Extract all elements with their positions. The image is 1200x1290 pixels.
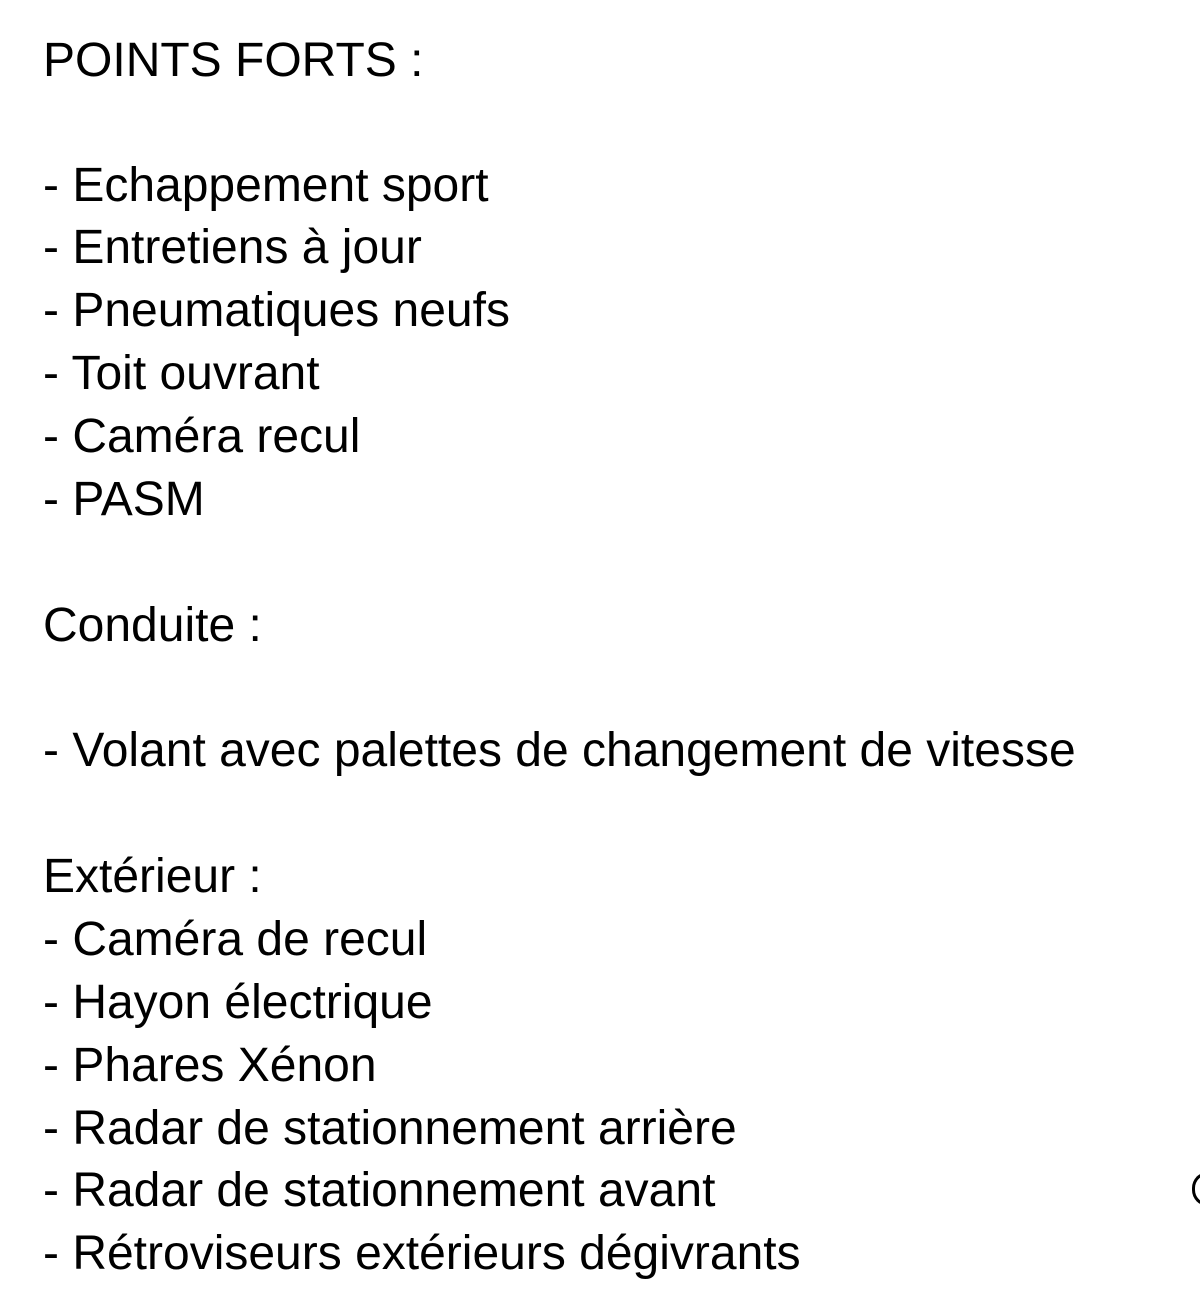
- list-item: - Entretiens à jour: [43, 221, 422, 274]
- clipped-edge-glyph: [1192, 1172, 1200, 1206]
- list-item: - Caméra recul: [43, 410, 361, 463]
- list-item: - Echappement sport: [43, 159, 489, 212]
- list-item: - Rétroviseurs extérieurs dégivrants: [43, 1227, 801, 1280]
- list-item: - Radar de stationnement arrière: [43, 1102, 737, 1155]
- list-item: - PASM: [43, 473, 205, 526]
- section-heading-conduite: Conduite :: [43, 599, 262, 652]
- list-item: - Radar de stationnement avant: [43, 1164, 716, 1217]
- list-item: - Volant avec palettes de changement de vitesse: [43, 724, 1076, 777]
- list-item: - Phares Xénon: [43, 1039, 377, 1092]
- list-item: - Hayon électrique: [43, 976, 433, 1029]
- list-item: - Pneumatiques neufs: [43, 284, 510, 337]
- list-item: - Caméra de recul: [43, 913, 428, 966]
- list-item: - Toit ouvrant: [43, 347, 320, 400]
- section-heading-exterieur: Extérieur :: [43, 850, 262, 903]
- section-heading-points-forts: POINTS FORTS :: [43, 34, 424, 87]
